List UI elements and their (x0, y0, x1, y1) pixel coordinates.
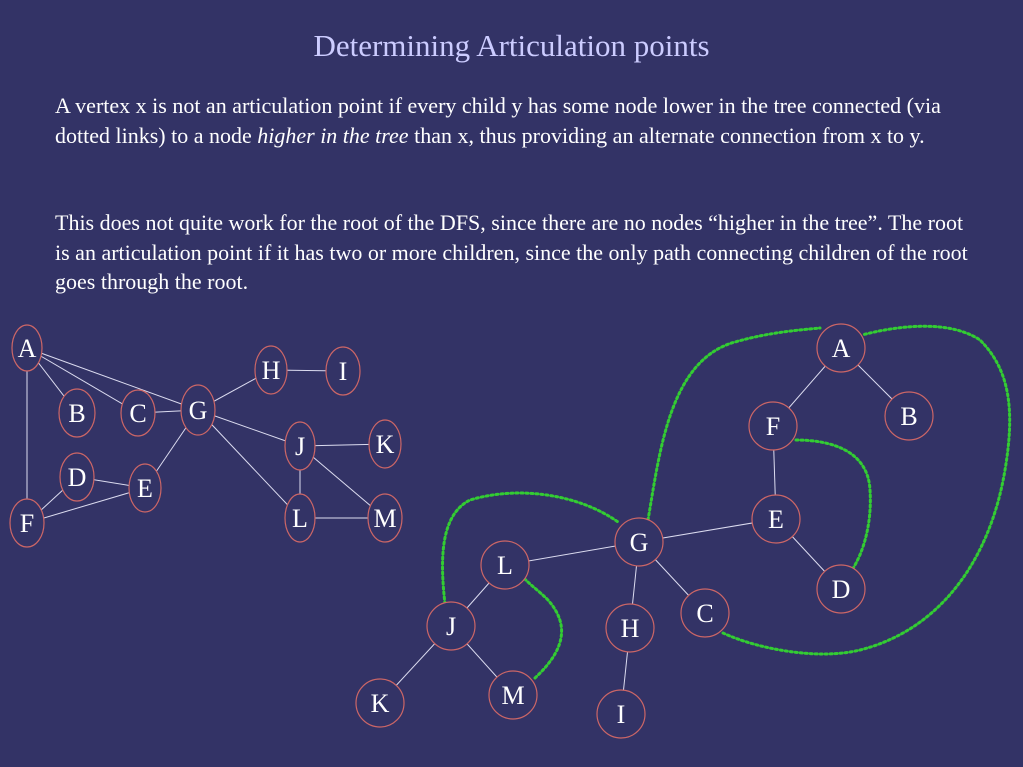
original-graph (10, 325, 402, 547)
graph-node-label: E (137, 474, 153, 503)
graph-node-g (181, 385, 215, 435)
graph-node-label: J (294, 432, 306, 461)
graph-node-l (285, 494, 315, 542)
graph-node-label: H (261, 356, 281, 385)
tree-node-d (817, 565, 865, 613)
paragraph-root-rule: This does not quite work for the root of the DFS, since there are no nodes “higher in the tree”. The root is an articulation point if it has two or more children, since the only path connecting children of the root goes through the root. (55, 210, 968, 294)
graph-node-k (369, 420, 401, 468)
tree-node-k (356, 679, 404, 727)
tree-node-label: H (620, 614, 640, 643)
graph-node-label: G (188, 396, 208, 425)
back-edge-j-g (443, 493, 618, 604)
tree-node-b (885, 392, 933, 440)
tree-node-label: I (616, 700, 626, 729)
tree-node-j (427, 602, 475, 650)
graph-edge-a-g (27, 348, 198, 410)
graph-node-label: K (375, 430, 395, 459)
tree-node-m (489, 671, 537, 719)
graph-node-f (10, 499, 44, 547)
back-edge-c-a (723, 326, 1010, 654)
graph-edge-g-l (198, 410, 300, 518)
tree-node-h (606, 604, 654, 652)
graph-node-label: D (67, 463, 87, 492)
dfs-tree (356, 324, 1010, 738)
tree-node-label: M (501, 681, 525, 710)
tree-node-e (752, 495, 800, 543)
back-edge-d-f (796, 440, 870, 570)
tree-node-label: K (370, 689, 390, 718)
graph-node-a (12, 325, 42, 371)
tree-node-g (615, 518, 663, 566)
tree-node-label: A (831, 334, 851, 363)
graph-node-label: I (338, 357, 348, 386)
graph-node-label: F (19, 509, 35, 538)
graph-node-label: B (68, 399, 86, 428)
graph-node-c (121, 390, 155, 436)
tree-node-label: D (831, 575, 851, 604)
graph-node-label: L (292, 504, 308, 533)
graph-node-e (129, 464, 161, 512)
graph-node-i (326, 347, 360, 395)
tree-node-f (749, 402, 797, 450)
tree-node-label: E (768, 505, 784, 534)
back-edge-m-l (522, 576, 562, 678)
graph-node-j (285, 422, 315, 470)
tree-node-label: J (445, 612, 457, 641)
graph-node-label: M (373, 504, 397, 533)
paragraph-text: than x, thus providing an alternate connection from x to y. (408, 122, 925, 148)
tree-node-label: C (696, 599, 714, 628)
tree-node-l (481, 541, 529, 589)
tree-node-i (597, 690, 645, 738)
tree-node-c (681, 589, 729, 637)
tree-node-a (817, 324, 865, 372)
tree-node-label: G (629, 528, 649, 557)
graph-node-m (368, 494, 402, 542)
page-title: Determining Articulation points (313, 28, 710, 63)
graph-node-h (255, 346, 287, 394)
graph-node-label: A (17, 334, 37, 363)
graph-node-label: C (129, 399, 147, 428)
tree-node-label: L (497, 551, 513, 580)
tree-node-label: B (900, 402, 918, 431)
tree-node-label: F (765, 412, 781, 441)
paragraph-text: A vertex x is not an articulation point if every child y has some node lower in the tree connected (via dotted links) to a node (55, 93, 941, 148)
graph-node-b (59, 389, 95, 437)
paragraph-emphasis: higher in the tree (257, 122, 409, 148)
graph-node-d (60, 453, 94, 501)
